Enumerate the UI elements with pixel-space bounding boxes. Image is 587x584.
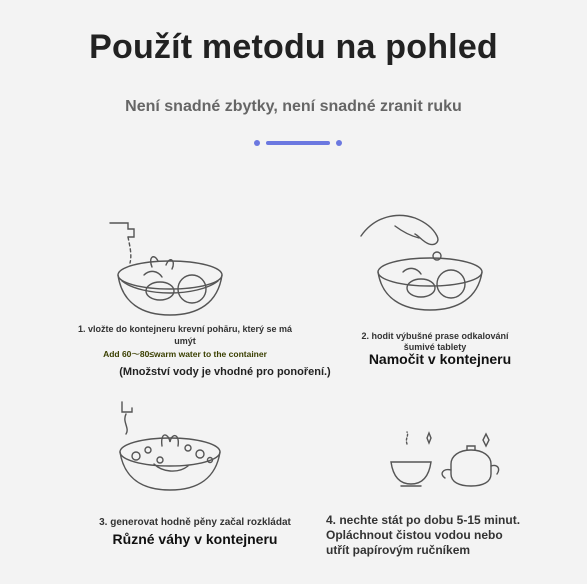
bowl-with-cups-illustration [100, 215, 240, 325]
step3-caption: 3. generovat hodně pěny začal rozkládat [99, 517, 291, 528]
step4-caption: 4. nechte stát po dobu 5-15 minut. Opláchnout čistou vodou nebo utřít papírovým ručníkem [326, 513, 521, 557]
foaming-bowl-illustration [100, 400, 240, 500]
divider-bar [266, 141, 330, 145]
step2-caption: 2. hodit výbušné prase odkalování šumivé tablety [361, 331, 509, 352]
divider-dot-left [254, 140, 260, 146]
hand-tablet-bowl-illustration [355, 200, 505, 315]
page-title: Použít metodu na pohled [89, 28, 498, 66]
title-divider [254, 138, 342, 148]
step2-heading: Namočit v kontejneru [368, 351, 512, 367]
divider-dot-right [336, 140, 342, 146]
clean-cup-teapot-illustration [385, 430, 505, 500]
step3-heading: Různé váhy v kontejneru [112, 531, 278, 547]
page-subtitle: Není snadné zbytky, není snadné zranit ruku [125, 98, 462, 115]
step1-note: Add 60～80≤warm water to the container [103, 349, 267, 359]
step1-caption: 1. vložte do kontejneru krevní pohāru, který se má umýt [77, 324, 293, 346]
step1-extra: (Množství vody je vhodné pro ponoření.) [119, 366, 331, 378]
